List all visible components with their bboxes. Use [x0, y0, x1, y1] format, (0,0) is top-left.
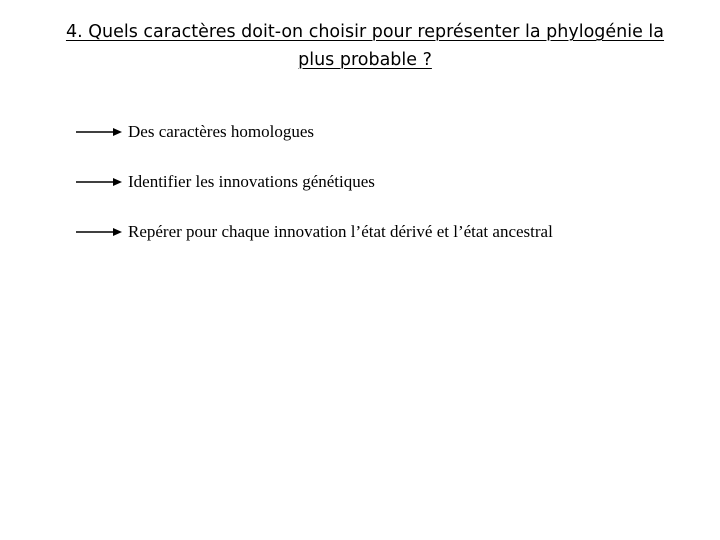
right-arrow-icon [76, 226, 122, 238]
list-item [76, 172, 553, 192]
list-item [76, 122, 553, 142]
title-line-1: 4. Quels caractères doit-on choisir pour représenter la phylogénie la [65, 22, 665, 42]
bullet-list [76, 122, 553, 272]
right-arrow-icon [76, 126, 122, 138]
list-item-text: Repérer pour chaque innovation l’état dérivé et l’état ancestral [128, 222, 553, 241]
right-arrow-icon [76, 176, 122, 188]
list-item-text: Identifier les innovations génétiques [128, 172, 375, 191]
list-item-text: Des caractères homologues [128, 122, 314, 141]
slide-title [30, 18, 700, 74]
list-item [76, 222, 553, 242]
title-line-2: plus probable ? [298, 50, 432, 70]
